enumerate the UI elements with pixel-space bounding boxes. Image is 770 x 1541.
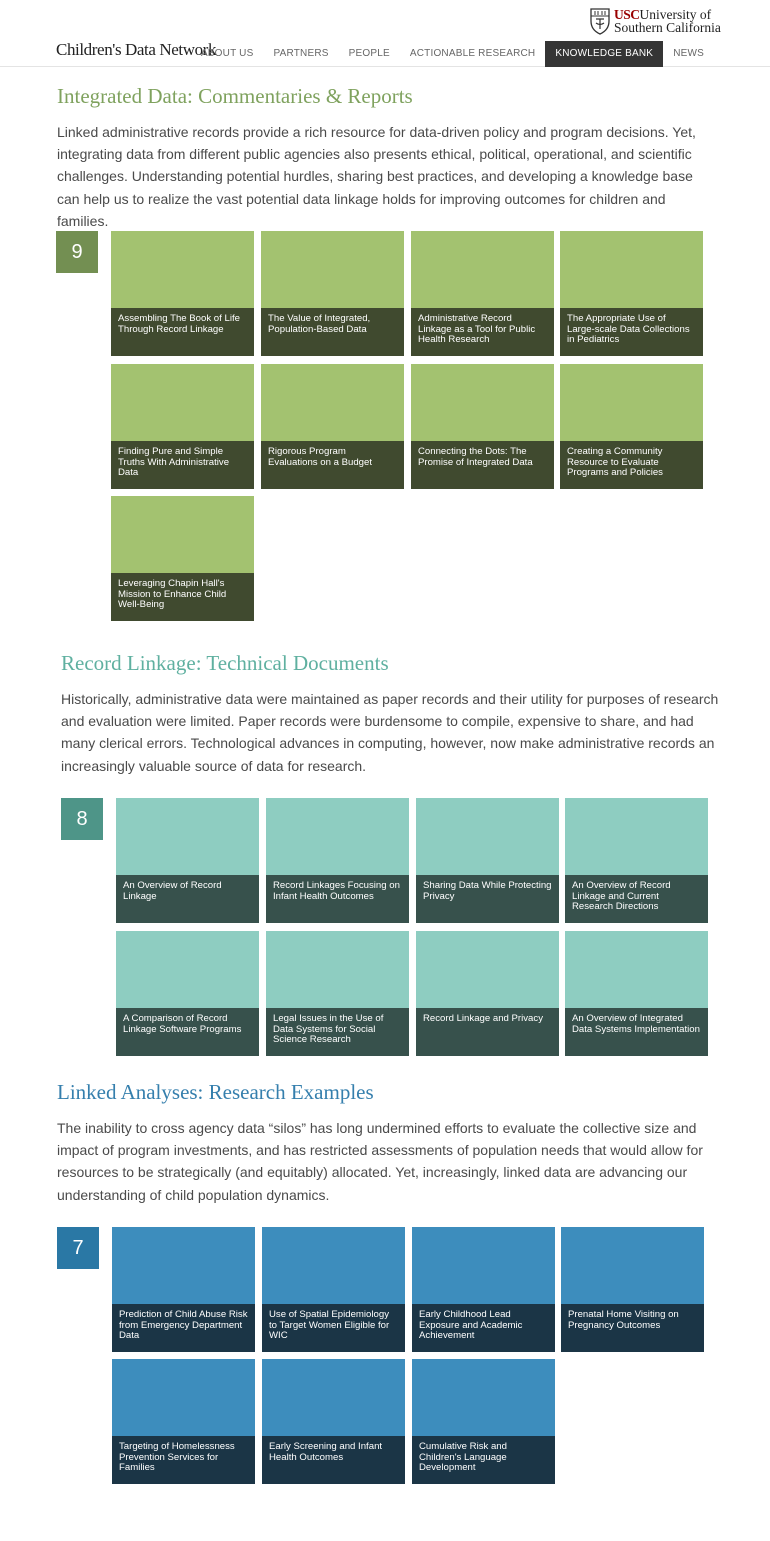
card-title: A Comparison of Record Linkage Software Programs xyxy=(116,1008,259,1056)
card-thumbnail xyxy=(266,798,409,875)
card-title: Legal Issues in the Use of Data Systems for Social Science Research xyxy=(266,1008,409,1056)
card-thumbnail xyxy=(411,364,554,441)
card-title: An Overview of Integrated Data Systems Implementation xyxy=(565,1008,708,1056)
nav-news[interactable]: NEWS xyxy=(673,48,704,59)
nav-people[interactable]: PEOPLE xyxy=(348,48,390,59)
card-thumbnail xyxy=(111,364,254,441)
card-thumbnail xyxy=(560,231,703,308)
section-description: The inability to cross agency data “silos” has long undermined efforts to evaluate the collective size and impact of program investments, and has restricted assessments of population needs that would allow for resources to be strategically (and equitably) allocated. Yet, increasingly, linked data are advancing our understanding of child population dynamics. xyxy=(57,1120,703,1203)
nav-about-us[interactable]: ABOUT US xyxy=(200,48,254,59)
card-thumbnail xyxy=(266,931,409,1008)
report-card[interactable] xyxy=(111,496,254,621)
research-card[interactable] xyxy=(112,1227,255,1352)
card-title: Targeting of Homelessness Prevention Services for Families xyxy=(112,1436,255,1484)
card-title: Connecting the Dots: The Promise of Integrated Data xyxy=(411,441,554,489)
card-thumbnail xyxy=(416,798,559,875)
research-card[interactable] xyxy=(561,1227,704,1352)
usc-shield-icon xyxy=(589,7,611,35)
card-title: Sharing Data While Protecting Privacy xyxy=(416,875,559,923)
card-title: Assembling The Book of Life Through Record Linkage xyxy=(111,308,254,356)
card-thumbnail xyxy=(111,496,254,573)
site-logo[interactable]: Children's Data Network xyxy=(56,40,217,59)
research-card[interactable] xyxy=(412,1359,555,1484)
report-card[interactable] xyxy=(411,364,554,489)
report-card[interactable] xyxy=(411,231,554,356)
nav-partners[interactable]: PARTNERS xyxy=(273,48,329,59)
item-count-badge: 7 xyxy=(57,1227,99,1269)
card-thumbnail xyxy=(416,931,559,1008)
card-thumbnail xyxy=(560,364,703,441)
card-title: Early Screening and Infant Health Outcomes xyxy=(262,1436,405,1484)
report-card[interactable] xyxy=(111,364,254,489)
usc-line2: Southern California xyxy=(614,20,721,35)
research-card[interactable] xyxy=(412,1227,555,1352)
card-thumbnail xyxy=(412,1359,555,1436)
site-header xyxy=(0,0,770,67)
card-thumbnail xyxy=(261,231,404,308)
card-thumbnail xyxy=(561,1227,704,1304)
section-title: Linked Analyses: Research Examples xyxy=(57,1080,374,1104)
card-title: The Appropriate Use of Large-scale Data Collections in Pediatrics xyxy=(560,308,703,356)
section-title: Record Linkage: Technical Documents xyxy=(61,651,389,675)
report-card[interactable] xyxy=(111,231,254,356)
document-card[interactable] xyxy=(416,931,559,1056)
document-card[interactable] xyxy=(116,798,259,923)
card-title: Cumulative Risk and Children's Language Development xyxy=(412,1436,555,1484)
card-thumbnail xyxy=(111,231,254,308)
section-title: Integrated Data: Commentaries & Reports xyxy=(57,84,413,108)
usc-line1: University of xyxy=(639,7,712,22)
document-card[interactable] xyxy=(116,931,259,1056)
card-thumbnail xyxy=(112,1359,255,1436)
usc-abbr: USC xyxy=(614,7,640,22)
nav-knowledge-bank[interactable]: KNOWLEDGE BANK xyxy=(545,41,663,67)
usc-logo[interactable] xyxy=(589,6,721,36)
card-thumbnail xyxy=(262,1359,405,1436)
card-title: Leveraging Chapin Hall's Mission to Enhance Child Well-Being xyxy=(111,573,254,621)
card-thumbnail xyxy=(261,364,404,441)
card-thumbnail xyxy=(116,931,259,1008)
report-card[interactable] xyxy=(560,364,703,489)
card-title: Early Childhood Lead Exposure and Academic Achievement xyxy=(412,1304,555,1352)
main-nav xyxy=(191,41,714,67)
research-card[interactable] xyxy=(262,1359,405,1484)
report-card[interactable] xyxy=(261,364,404,489)
card-title: Finding Pure and Simple Truths With Administrative Data xyxy=(111,441,254,489)
document-card[interactable] xyxy=(416,798,559,923)
card-title: The Value of Integrated, Population-Based Data xyxy=(261,308,404,356)
card-thumbnail xyxy=(565,798,708,875)
card-thumbnail xyxy=(411,231,554,308)
research-card[interactable] xyxy=(262,1227,405,1352)
card-title: Record Linkage and Privacy xyxy=(416,1008,559,1056)
card-title: An Overview of Record Linkage xyxy=(116,875,259,923)
item-count-badge: 8 xyxy=(61,798,103,840)
document-card[interactable] xyxy=(266,798,409,923)
section-description: Historically, administrative data were maintained as paper records and their utility for purposes of research and evaluation were limited. Paper records were burdensome to compile, expensive to share, and had many clerical errors. Technological advances in computing, however, now make administrative records an increasingly valuable source of data for research. xyxy=(61,691,719,774)
card-title: Prediction of Child Abuse Risk from Emergency Department Data xyxy=(112,1304,255,1352)
card-title: Rigorous Program Evaluations on a Budget xyxy=(261,441,404,489)
card-title: An Overview of Record Linkage and Current Research Directions xyxy=(565,875,708,923)
card-title: Administrative Record Linkage as a Tool for Public Health Research xyxy=(411,308,554,356)
card-thumbnail xyxy=(412,1227,555,1304)
document-card[interactable] xyxy=(266,931,409,1056)
research-card[interactable] xyxy=(112,1359,255,1484)
document-card[interactable] xyxy=(565,931,708,1056)
usc-wordmark xyxy=(614,8,721,34)
report-card[interactable] xyxy=(560,231,703,356)
document-card[interactable] xyxy=(565,798,708,923)
nav-actionable-research[interactable]: ACTIONABLE RESEARCH xyxy=(409,48,536,59)
card-thumbnail xyxy=(262,1227,405,1304)
section-description: Linked administrative records provide a rich resource for data-driven policy and program decisions. Yet, integrating data from different public agencies also presents ethical, political, operational, and scientific challenges. Understanding potential hurdles, sharing best practices, and developing a knowledge base can help us to realize the vast potential data linkage holds for improving outcomes for children and families. xyxy=(57,124,696,229)
card-title: Record Linkages Focusing on Infant Health Outcomes xyxy=(266,875,409,923)
report-card[interactable] xyxy=(261,231,404,356)
card-title: Prenatal Home Visiting on Pregnancy Outcomes xyxy=(561,1304,704,1352)
card-title: Creating a Community Resource to Evaluate Programs and Policies xyxy=(560,441,703,489)
card-thumbnail xyxy=(565,931,708,1008)
item-count-badge: 9 xyxy=(56,231,98,273)
card-thumbnail xyxy=(112,1227,255,1304)
card-thumbnail xyxy=(116,798,259,875)
card-title: Use of Spatial Epidemiology to Target Women Eligible for WIC xyxy=(262,1304,405,1352)
